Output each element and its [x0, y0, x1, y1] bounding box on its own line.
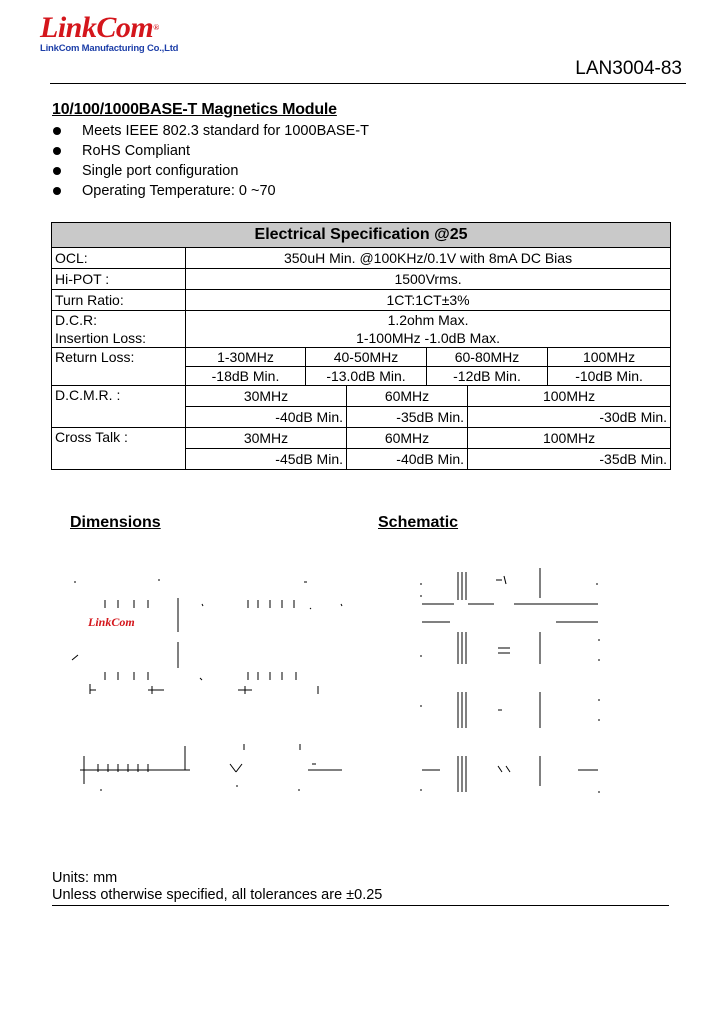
row-label: Insertion Loss:: [52, 329, 186, 348]
table-row: [52, 248, 671, 269]
units-note: Units: mm: [52, 870, 118, 886]
header-divider: [50, 83, 686, 84]
row-label: Turn Ratio:: [52, 290, 186, 311]
feature-list: [52, 121, 369, 201]
schematic-drawing: [410, 560, 610, 805]
table-row: [52, 269, 671, 290]
company-name: LinkCom Manufacturing Co.,Ltd: [40, 43, 179, 54]
row-label: OCL:: [52, 248, 186, 269]
dimension-drawing: [60, 560, 360, 810]
value-cell: -35dB Min.: [347, 407, 468, 428]
row-label: Return Loss:: [52, 348, 186, 386]
row-label: D.C.R:: [52, 311, 186, 330]
row-value: 350uH Min. @100KHz/0.1V with 8mA DC Bias: [186, 248, 671, 269]
footer-divider: [52, 905, 669, 906]
freq-cell: 100MHz: [468, 428, 671, 449]
row-value: 1500Vrms.: [186, 269, 671, 290]
row-value: 1.2ohm Max.: [186, 311, 671, 330]
freq-cell: 60MHz: [347, 386, 468, 407]
table-row: [52, 329, 671, 348]
feature-item: [52, 161, 369, 181]
bullet-icon: [53, 127, 61, 135]
registered-mark: ®: [153, 23, 159, 32]
freq-cell: 40-50MHz: [306, 348, 427, 367]
part-number: LAN3004-83: [575, 58, 682, 79]
value-cell: -40dB Min.: [186, 407, 347, 428]
bullet-icon: [53, 147, 61, 155]
freq-cell: 100MHz: [548, 348, 671, 367]
drawing-logo: LinkCom: [88, 615, 135, 629]
table-heading: Electrical Specification @25: [52, 223, 671, 248]
value-cell: -35dB Min.: [468, 449, 671, 470]
feature-text: Operating Temperature: 0 ~70: [82, 183, 276, 199]
document-title: 10/100/1000BASE-T Magnetics Module: [52, 101, 337, 118]
tolerance-note: Unless otherwise specified, all tolerances are ±0.25: [52, 887, 383, 903]
freq-cell: 30MHz: [186, 428, 347, 449]
bullet-icon: [53, 167, 61, 175]
value-cell: -45dB Min.: [186, 449, 347, 470]
schematic-heading: Schematic: [378, 514, 459, 531]
feature-item: [52, 141, 369, 161]
value-cell: -10dB Min.: [548, 367, 671, 386]
freq-cell: 60MHz: [347, 428, 468, 449]
row-label: D.C.M.R. :: [52, 386, 186, 428]
value-cell: -12dB Min.: [427, 367, 548, 386]
table-row: [52, 428, 671, 449]
freq-cell: 1-30MHz: [186, 348, 306, 367]
table-row: [52, 348, 671, 367]
feature-item: [52, 121, 369, 141]
electrical-spec-table: [51, 222, 671, 470]
row-value: 1CT:1CT±3%: [186, 290, 671, 311]
value-cell: -30dB Min.: [468, 407, 671, 428]
table-row: [52, 386, 671, 407]
dimensions-heading: Dimensions: [70, 514, 161, 531]
value-cell: -40dB Min.: [347, 449, 468, 470]
feature-item: [52, 181, 369, 201]
row-value: 1-100MHz -1.0dB Max.: [186, 329, 671, 348]
table-header-row: [52, 223, 671, 248]
freq-cell: 100MHz: [468, 386, 671, 407]
feature-text: Single port configuration: [82, 163, 239, 179]
feature-text: RoHS Compliant: [82, 143, 190, 159]
value-cell: -18dB Min.: [186, 367, 306, 386]
logo-text: LinkCom: [40, 11, 154, 44]
company-logo: [40, 11, 240, 54]
row-label: Cross Talk :: [52, 428, 186, 470]
value-cell: -13.0dB Min.: [306, 367, 427, 386]
freq-cell: 30MHz: [186, 386, 347, 407]
table-row: [52, 290, 671, 311]
feature-text: Meets IEEE 802.3 standard for 1000BASE-T: [82, 123, 369, 139]
table-row: [52, 311, 671, 330]
bullet-icon: [53, 187, 61, 195]
row-label: Hi-POT :: [52, 269, 186, 290]
freq-cell: 60-80MHz: [427, 348, 548, 367]
